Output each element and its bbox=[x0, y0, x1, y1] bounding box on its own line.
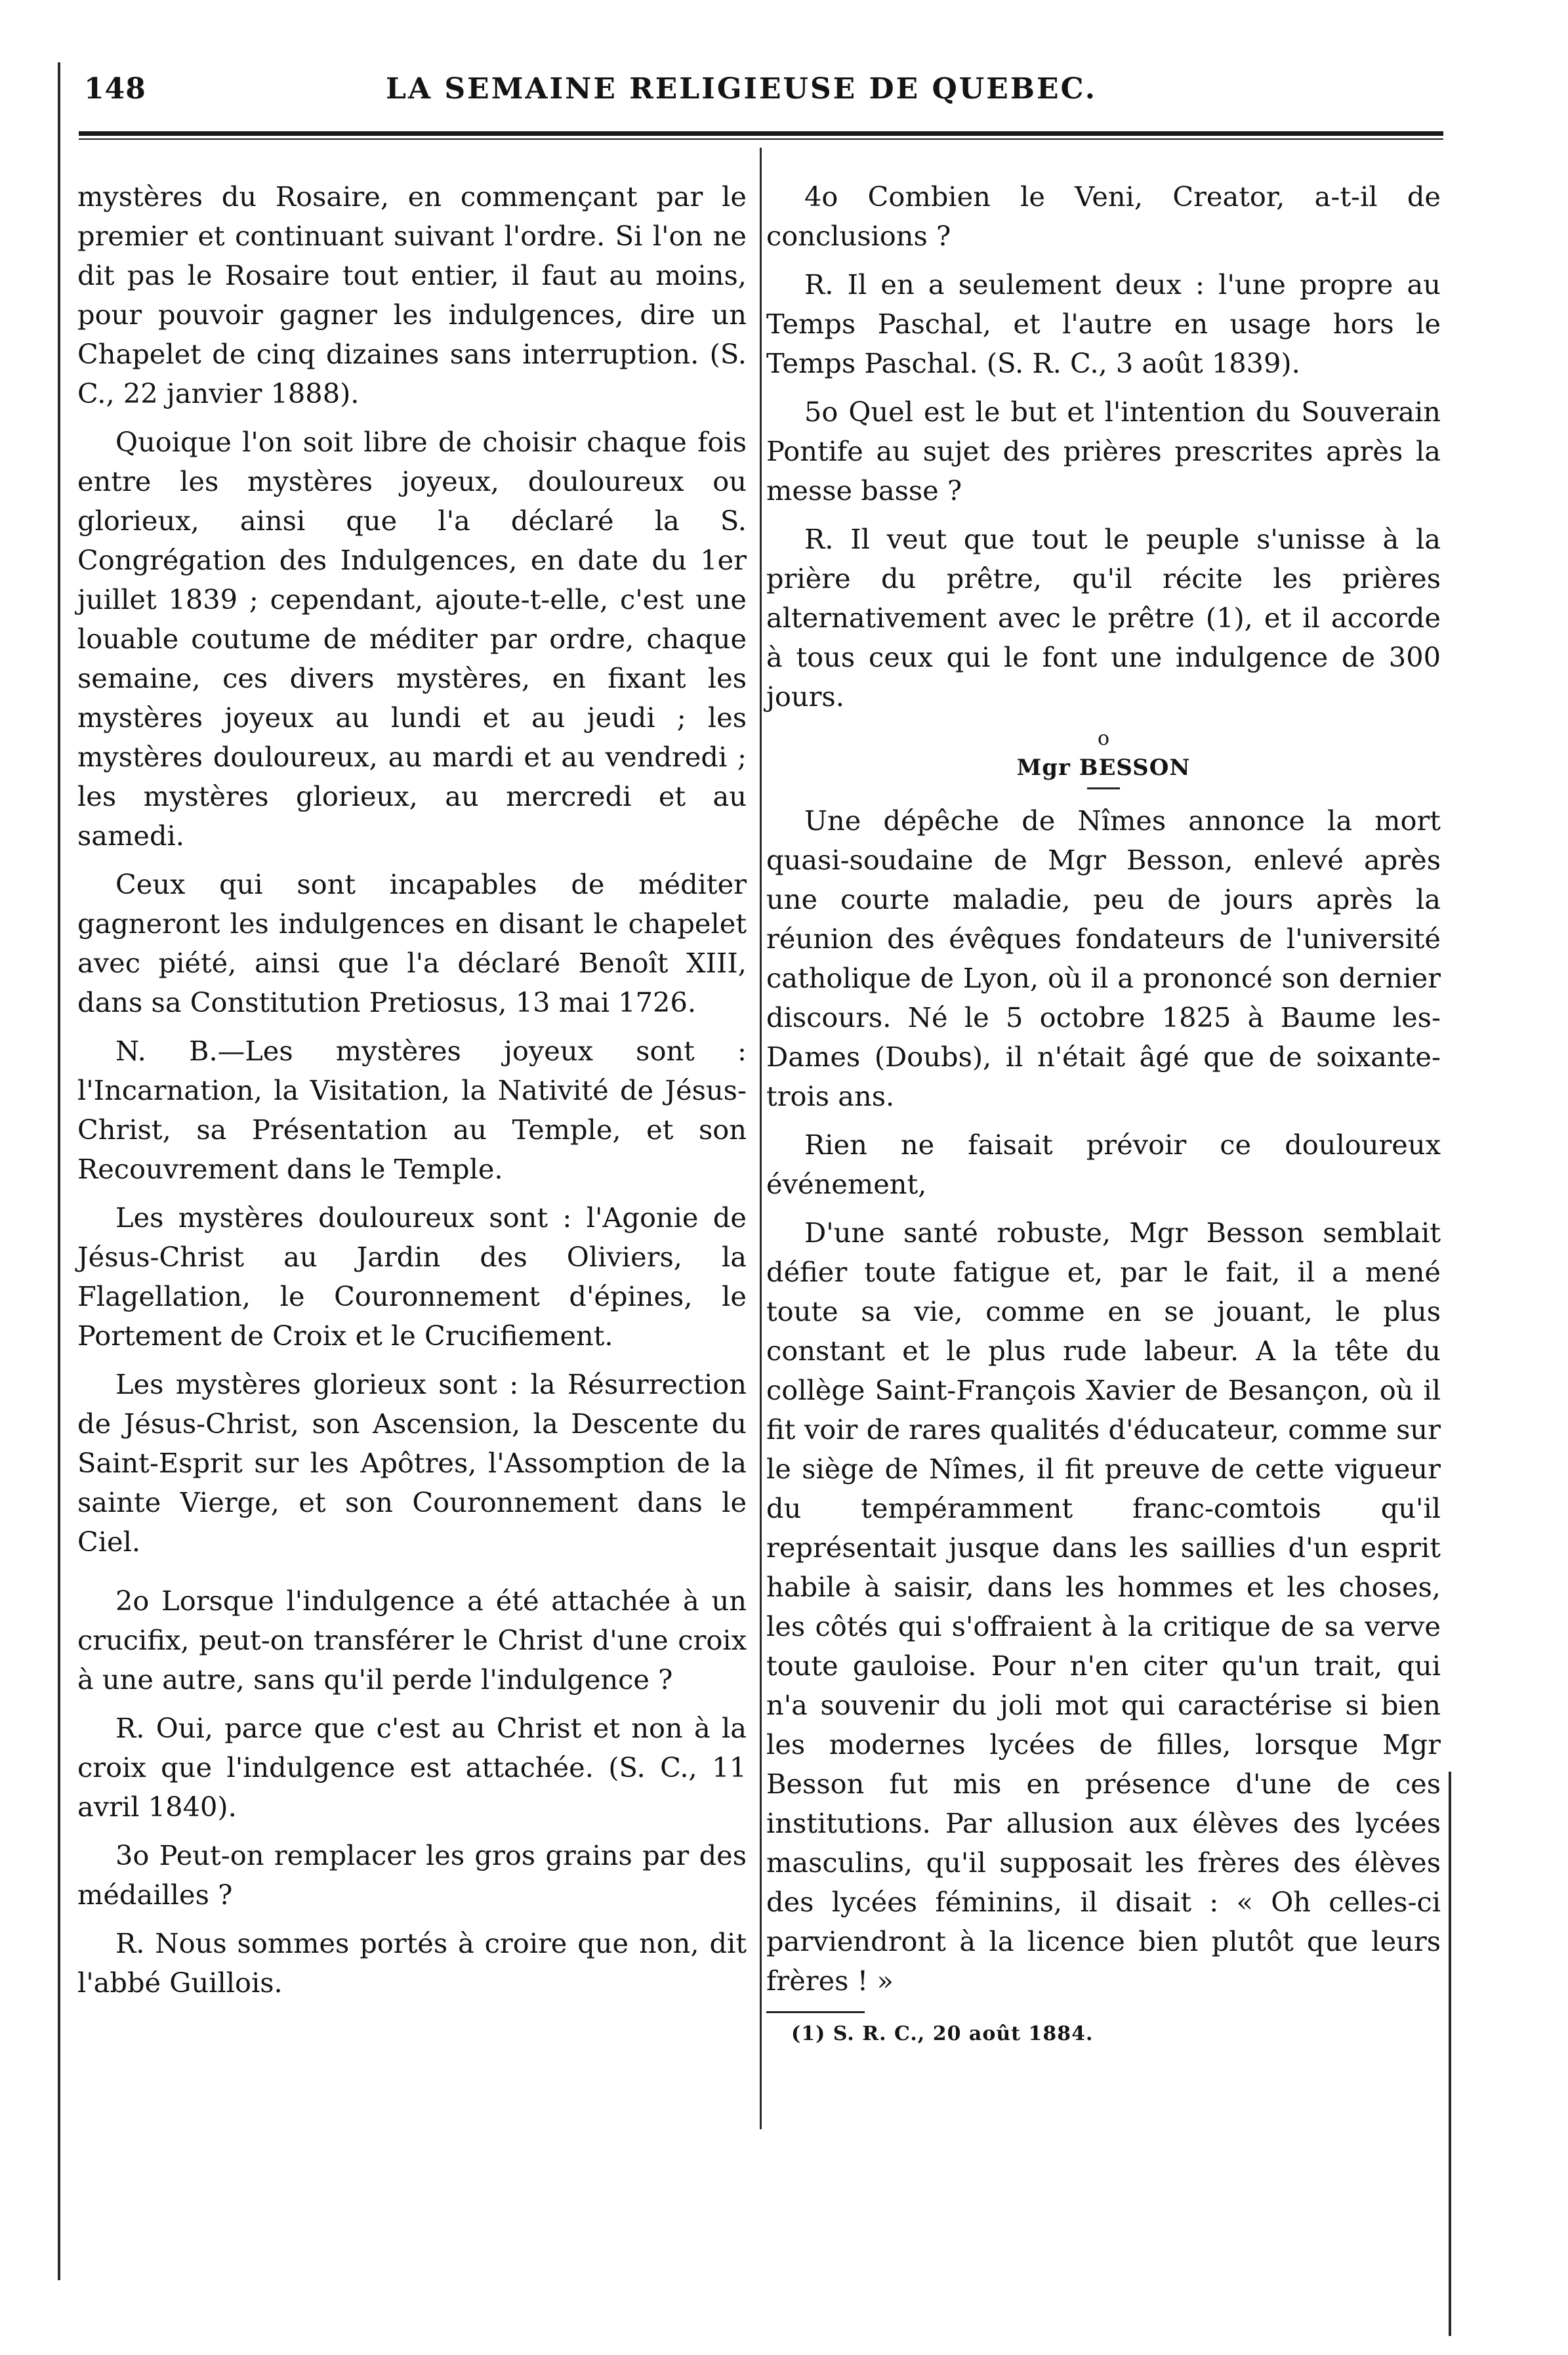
answer-paragraph: R. Il veut que tout le peuple s'unisse à la prière du prêtre, qu'il récite les prières alternativement avec le prêtre (1), et il accorde à tous ceux qui le font une indulgence de 300 jours. bbox=[766, 523, 1441, 713]
question-paragraph: 3o Peut-on remplacer les gros grains par des médailles ? bbox=[77, 1839, 747, 1911]
question-paragraph: 5o Quel est le but et l'intention du Souverain Pontife au sujet des prières prescrites après la messe basse ? bbox=[766, 396, 1441, 507]
right-margin-rule bbox=[1449, 1772, 1451, 2336]
paragraph: Les mystères douloureux sont : l'Agonie de Jésus-Christ au Jardin des Oliviers, la Flagellation, le Couronnement d'épines, le Portement de Croix et le Crucifiement. bbox=[77, 1201, 747, 1352]
answer-paragraph: R. Oui, parce que c'est au Christ et non à la croix que l'indulgence est attachée. (S. C., 11 avril 1840). bbox=[77, 1712, 747, 1823]
left-column bbox=[77, 177, 747, 2012]
left-margin-rule bbox=[58, 62, 60, 2280]
footnote: (1) S. R. C., 20 août 1884. bbox=[791, 2022, 1094, 2045]
footnote-rule bbox=[766, 2011, 865, 2013]
paragraph: mystères du Rosaire, en commençant par le premier et continuant suivant l'ordre. Si l'on ne dit pas le Rosaire tout entier, il faut au moins, pour pouvoir gagner les indulgences, dire un Chapelet de cinq dizaines sans interruption. (S. C., 22 janvier 1888). bbox=[77, 180, 747, 409]
article-paragraph: Une dépêche de Nîmes annonce la mort quasi-soudaine de Mgr Besson, enlevé après une courte maladie, peu de jours après la réunion des évêques fondateurs de l'université catholique de Lyon, où il a prononcé son dernier discours. Né le 5 octobre 1825 à Baume les-Dames (Doubs), il n'était âgé que de soixante-trois ans. bbox=[766, 804, 1441, 1112]
paragraph: Quoique l'on soit libre de choisir chaque fois entre les mystères joyeux, douloureux ou glorieux, ainsi que l'a déclaré la S. Congrégation des Indulgences, en date du 1er juillet 1839 ; cependant, ajoute-t-elle, c'est une louable coutume de méditer par ordre, chaque semaine, ces divers mystères, en fixant les mystères joyeux au lundi et au jeudi ; les mystères douloureux, au mardi et au vendredi ; les mystères glorieux, au mercredi et au samedi. bbox=[77, 426, 747, 852]
paragraph: N. B.—Les mystères joyeux sont : l'Incarnation, la Visitation, la Nativité de Jésus-Christ, sa Présentation au Temple, et son Recouvrement dans le Temple. bbox=[77, 1035, 747, 1185]
paragraph: Ceux qui sont incapables de méditer gagneront les indulgences en disant le chapelet avec piété, ainsi que l'a déclaré Benoît XIII, dans sa Constitution Pretiosus, 13 mai 1726. bbox=[77, 868, 747, 1018]
right-column bbox=[766, 177, 1441, 2049]
page-number: 148 bbox=[84, 72, 146, 106]
section-title: Mgr BESSON bbox=[1016, 755, 1191, 781]
page-header bbox=[84, 72, 1429, 118]
header-rule-thick bbox=[79, 131, 1443, 136]
section-separator: o bbox=[1097, 727, 1110, 750]
question-paragraph: 2o Lorsque l'indulgence a été attachée à un crucifix, peut-on transférer le Christ d'une croix à une autre, sans qu'il perde l'indulgence ? bbox=[77, 1585, 747, 1696]
answer-paragraph: R. Il en a seulement deux : l'une propre au Temps Paschal, et l'autre en usage hors le Temps Paschal. (S. R. C., 3 août 1839). bbox=[766, 268, 1441, 379]
article-paragraph: Rien ne faisait prévoir ce douloureux événement, bbox=[766, 1129, 1441, 1200]
column-divider bbox=[760, 148, 762, 2129]
paragraph: Les mystères glorieux sont : la Résurrection de Jésus-Christ, son Ascension, la Descente du Saint-Esprit sur les Apôtres, l'Assomption de la sainte Vierge, et son Couronnement dans le Ciel. bbox=[77, 1368, 747, 1558]
running-title: LA SEMAINE RELIGIEUSE DE QUEBEC. bbox=[386, 72, 1098, 106]
section-title-rule bbox=[1087, 787, 1120, 789]
header-rule-thin bbox=[79, 138, 1443, 140]
question-paragraph: 4o Combien le Veni, Creator, a-t-il de conclusions ? bbox=[766, 180, 1441, 252]
answer-paragraph: R. Nous sommes portés à croire que non, dit l'abbé Guillois. bbox=[77, 1927, 747, 1999]
article-paragraph: D'une santé robuste, Mgr Besson semblait défier toute fatigue et, par le fait, il a mené toute sa vie, comme en se jouant, le plus constant et le plus rude labeur. A la tête du collège Saint-François Xavier de Besançon, où il fit voir de rares qualités d'éducateur, comme sur le siège de Nîmes, il fit preuve de cette vigueur du tempéramment franc-comtois qu'il représentait jusque dans les saillies d'un esprit habile à saisir, dans les hommes et les choses, les côtés qui s'offraient à la critique de sa verve toute gauloise. Pour n'en citer qu'un trait, qui n'a souvenir du joli mot qui caractérise si bien les modernes lycées de filles, lorsque Mgr Besson fut mis en présence d'une de ces institutions. Par allusion aux élèves des lycées masculins, qu'il supposait les frères des élèves des lycées féminins, il disait : « Oh celles-ci parviendront à la licence bien plutôt que leurs frères ! » bbox=[766, 1217, 1441, 1997]
